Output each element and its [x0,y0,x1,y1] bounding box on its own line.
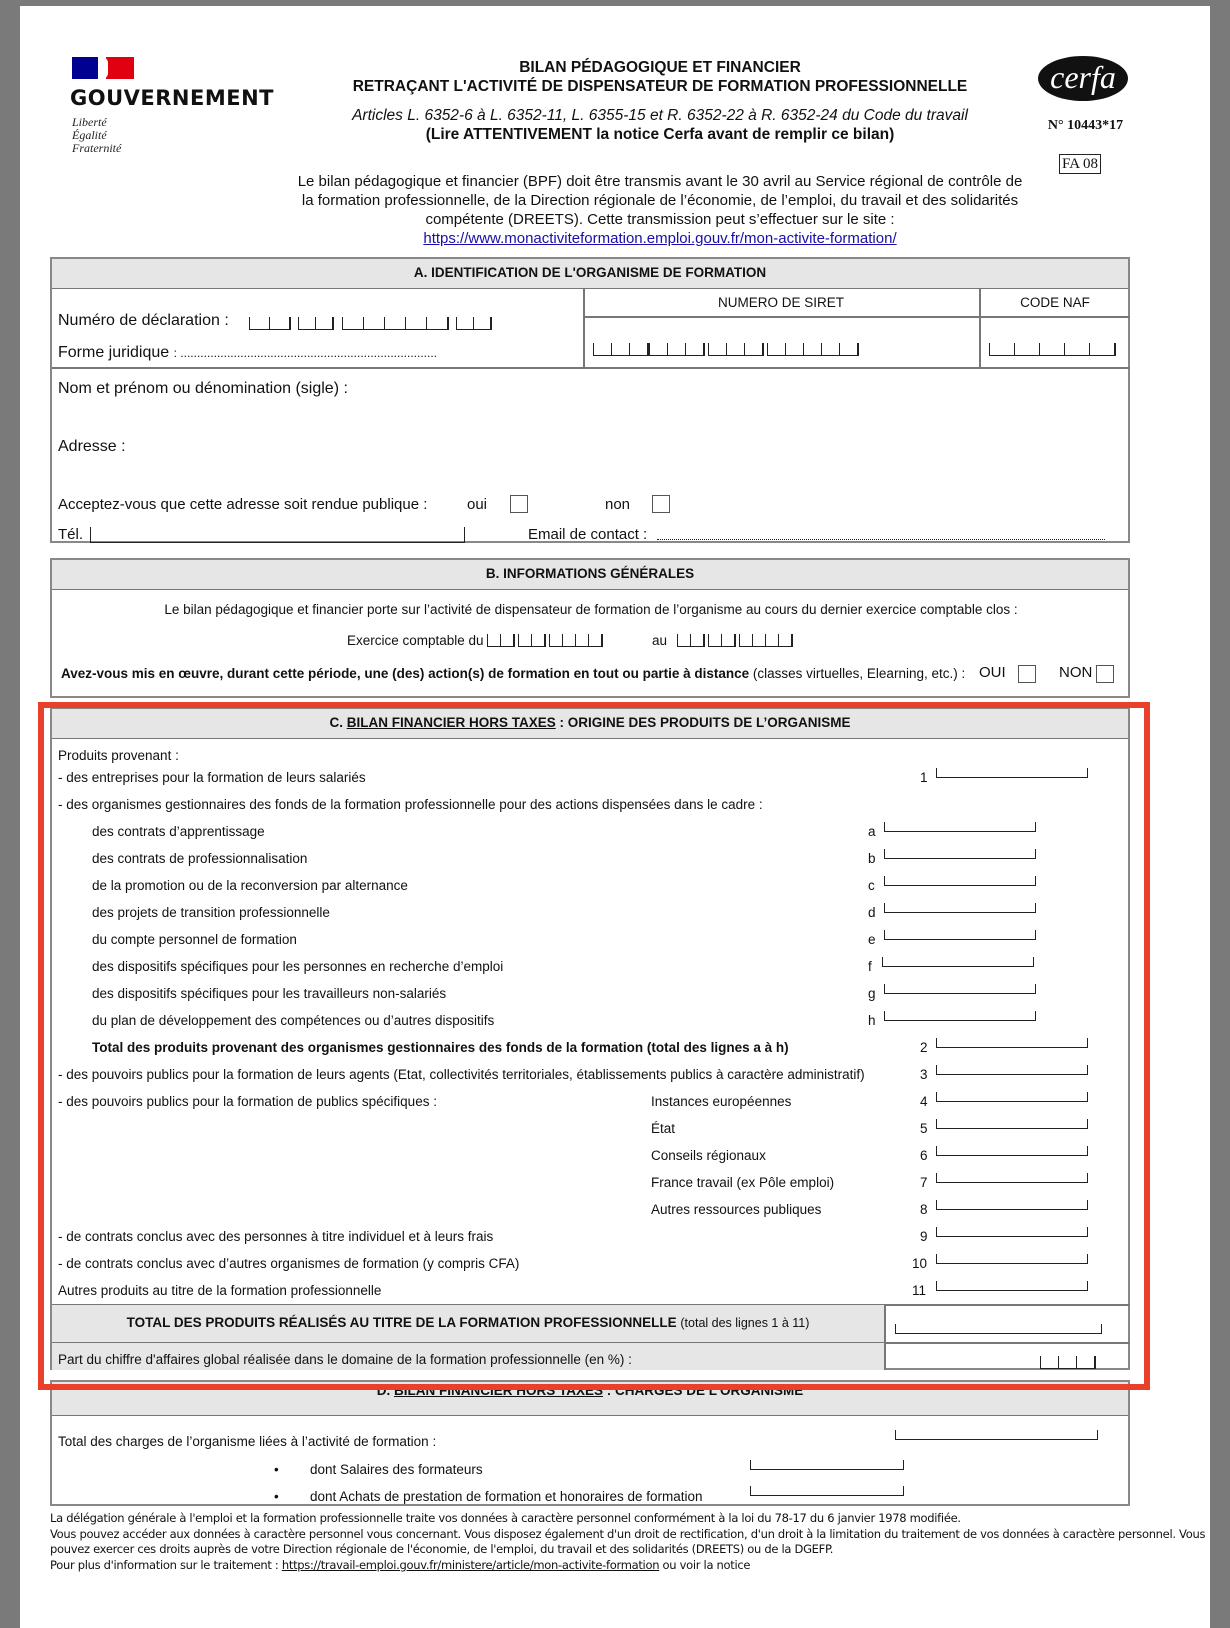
row-e-input[interactable] [884,930,1036,940]
adresse-label: Adresse : [58,438,126,455]
bullet-icon: • [274,1489,279,1504]
numero-declaration-label: Numéro de déclaration : [58,312,229,329]
row-2-input[interactable] [936,1038,1088,1048]
section-d-title: D. BILAN FINANCIER HORS TAXES : CHARGES DE L’ORGANISME [52,1382,1128,1416]
gouvernement-logo-text: GOUVERNEMENT [70,86,274,110]
adresse-publique-non-checkbox[interactable] [652,495,670,513]
email-input[interactable] [657,539,1105,540]
exercice-fin-input[interactable] [677,634,793,652]
cerfa-logo: cerfa [1038,56,1128,101]
adresse-publique-label: Acceptez-vous que cette adresse soit rendue publique : [58,496,428,513]
marianne-flag-icon [72,57,134,79]
form-code-badge: FA 08 [1059,154,1101,174]
row-7-input[interactable] [936,1173,1088,1183]
row-11-input[interactable] [936,1281,1088,1291]
distance-non-checkbox[interactable] [1096,665,1114,683]
republic-motto: Liberté Égalité Fraternité [72,115,122,155]
row-5-input[interactable] [936,1119,1088,1129]
salaires-input[interactable] [750,1460,904,1470]
nom-label: Nom et prénom ou dénomination (sigle) : [58,380,348,397]
naf-input[interactable] [989,343,1116,361]
section-a-identification: A. IDENTIFICATION DE L'ORGANISME DE FORMATION Numéro de déclaration : Forme juridique : ............................................................................. NUMERO DE SIRET CODE NAF Nom et prénom ou dénomination (sigle) : Adresse : Acceptez-vous que cette adresse soit rendue publique : oui non Tél. Email de contact : [50,257,1130,543]
total-produits-input[interactable] [895,1324,1102,1334]
siret-input[interactable] [593,343,859,361]
row-a-input[interactable] [884,822,1036,832]
achats-input[interactable] [750,1486,904,1496]
row-10-input[interactable] [936,1254,1088,1264]
section-d-charges [50,1380,1130,1506]
row-1-label: - des entreprises pour la formation de leurs salariés [58,770,366,785]
section-b-title: B. INFORMATIONS GÉNÉRALES [52,560,1128,590]
row-h-input[interactable] [884,1011,1036,1021]
distance-question: Avez-vous mis en œuvre, durant cette période, une (des) action(s) de formation en tout ou partie à distance (classes virtuelles, Elearning, etc.) : [61,666,966,681]
travail-emploi-link[interactable]: https://travail-emploi.gouv.fr/ministere/article/mon-activite-formation [281,1557,660,1572]
part-ca-input[interactable] [1040,1356,1096,1374]
row-4-input[interactable] [936,1092,1088,1102]
row-f-input[interactable] [882,957,1034,967]
row-8-input[interactable] [936,1200,1088,1210]
siret-header: NUMERO DE SIRET [717,295,844,310]
row-6-input[interactable] [936,1146,1088,1156]
row-1-input[interactable] [936,768,1088,778]
email-label: Email de contact : [528,526,648,543]
achats-label: dont Achats de prestation de formation et honoraires de formation [310,1489,703,1504]
salaires-label: dont Salaires des formateurs [310,1462,483,1477]
numero-declaration-input[interactable] [249,317,492,335]
row-9-input[interactable] [936,1227,1088,1237]
total-charges-input[interactable] [895,1430,1098,1440]
intro-paragraph: Le bilan pédagogique et financier (BPF) doit être transmis avant le 30 avril au Service régional de contrôle de la formation professionnelle, de la Direction régionale de l’économie, de l’emploi, du travail et des solidarités compétente (DREETS). Cette transmission peut s’effectuer sur le site : https://www.monactiviteformation.emploi.gouv.fr/mon-activite-formation/ [297,173,1023,247]
bullet-icon: • [274,1462,279,1477]
section-c-title: C. BILAN FINANCIER HORS TAXES : ORIGINE DES PRODUITS DE L’ORGANISME [52,709,1128,739]
tel-label: Tél. [58,526,84,543]
exercice-debut-input[interactable] [487,634,603,652]
section-a-title: A. IDENTIFICATION DE L'ORGANISME DE FORMATION [52,259,1128,289]
monactivite-link[interactable]: https://www.monactiviteformation.emploi.gouv.fr/mon-activite-formation/ [423,230,897,247]
cerfa-number: N° 10443*17 [1047,118,1124,133]
section-c-origine-produits: C. BILAN FINANCIER HORS TAXES : ORIGINE DES PRODUITS DE L’ORGANISME Produits provenant : - des entreprises pour la formation de leurs salariés 1 - des organismes gestionnaires des fonds de la formation professionnelle pour des actions dispensées dans le cadre : des contrats d’apprentissage a des contrats de professionnalisation b de la promotion ou de la reconversion par alternance c des projets de transition professionnelle d du compte personnel de formation e des dispositifs spécifiques pour les personnes en recherche d’emploi f des dispositifs spécifiques pour les travailleurs non-salariés g du plan de développement des compétences ou d’autres dispositifs h Total des produits provenant des organismes gestionnaires des fonds de la formation (total des lignes a à h) 2 - des pouvoirs publics pour la formation de leurs agents (Etat, collectivités territoriales, établissements publics à caractère administratif) 3 - des pouvoirs publics pour la formation de publics spécifiques : Instances européennes 4 État 5 Conseils régionaux 6 France travail (ex Pôle emploi) 7 Autres ressources publiques 8 - de contrats conclus avec des personnes à titre individuel et à leurs frais 9 - de contrats conclus avec d’autres organismes de formation (y compris CFA) 10 Autres produits au titre de la formation professionnelle 11 TOTAL DES PRODUITS RÉALISÉS AU TITRE DE LA FORMATION PROFESSIONNELLE (total des lignes 1 à 11) Part du chiffre d'affaires global réalisée dans le domaine de la formation professionnelle (en %) : [50,707,1130,1370]
total-produits-label: TOTAL DES PRODUITS RÉALISÉS AU TITRE DE LA FORMATION PROFESSIONNELLE (total des lignes 1 à 11) [126,1315,810,1330]
row-g-input[interactable] [884,984,1036,994]
forme-juridique-label: Forme juridique : ............................................................................. [58,344,437,361]
row-b-input[interactable] [884,849,1036,859]
row-c-input[interactable] [884,876,1036,886]
forme-juridique-input[interactable]: : ............................................................................. [173,346,437,360]
privacy-footer: La délégation générale à l'emploi et la formation professionnelle traite vos données à caractère personnel conformément à la loi du 78-17 du 6 janvier 1978 modifiée. Vous pouvez accéder aux données à caractère personnel vous concernant. Vous disposez également d'un droit de rectification, d'un droit à la limitation du traitement de vos données à caractère personnel. Vous pouvez exercer ces droits auprès de votre Direction régionale de l'économie, de l'emploi, du travail et des solidarités (DREETS) ou de la DGEFP. Pour plus d'information sur le traitement : https://travail-emploi.gouv.fr/ministere/article/mon-activite-formation ou voir la notice [50,1511,1206,1572]
row-d-input[interactable] [884,903,1036,913]
exercice-label: Exercice comptable du [347,633,484,648]
distance-oui-checkbox[interactable] [1018,665,1036,683]
naf-header: CODE NAF [1020,295,1090,310]
row-3-input[interactable] [936,1065,1088,1075]
tel-input[interactable] [90,527,465,543]
adresse-publique-oui-checkbox[interactable] [510,495,528,513]
part-ca-label: Part du chiffre d'affaires global réalisée dans le domaine de la formation professionnelle (en %) : [58,1352,632,1367]
total-charges-label: Total des charges de l’organisme liées à l’activité de formation : [58,1434,437,1449]
section-b-informations: B. INFORMATIONS GÉNÉRALES Le bilan pédagogique et financier porte sur l’activité de dispensateur de formation de l’organisme au cours du dernier exercice comptable clos : Exercice comptable du au Avez-vous mis en œuvre, durant cette période, une (des) action(s) de formation en tout ou partie à distance (classes virtuelles, Elearning, etc.) : OUI NON [50,558,1130,698]
cerfa-form-page [20,6,1210,1628]
form-title: BILAN PÉDAGOGIQUE ET FINANCIER RETRAÇANT L'ACTIVITÉ DE DISPENSATEUR DE FORMATION PROFESSIONNELLE Articles L. 6352-6 à L. 6352-11, L. 6355-15 et R. 6352-22 à R. 6352-24 du Code du travail (Lire ATTENTIVEMENT la notice Cerfa avant de remplir ce bilan) [352,59,968,143]
